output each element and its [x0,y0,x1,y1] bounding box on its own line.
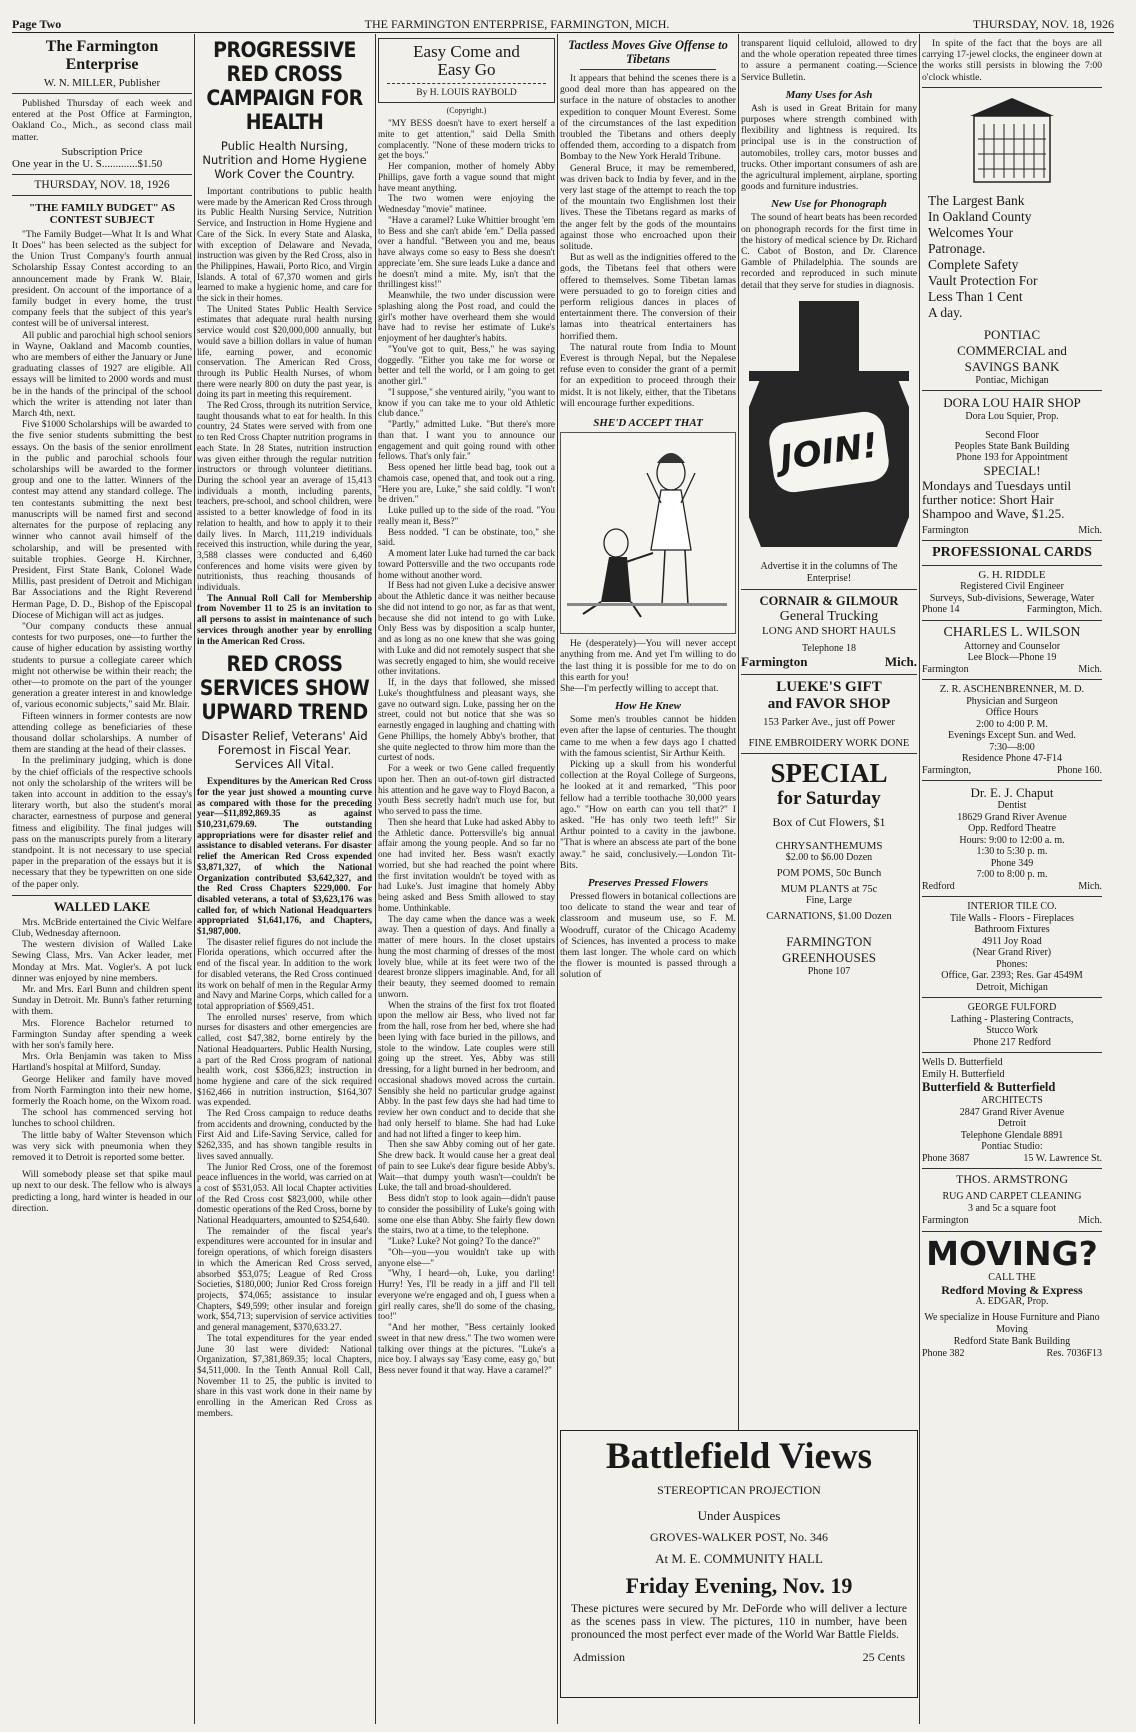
butterfield-card [922,1057,1102,1164]
riddle-services: Surveys, Sub-divisions, Sewerage, Water [929,592,1095,604]
moving-residence: Res. 7036F13 [1046,1348,1102,1360]
armstrong-card [922,1173,1102,1227]
tile-line: Detroit, Michigan [976,981,1048,993]
chaput-state: Mich. [1078,880,1102,892]
ash-article: Ash is used in Great Britain for many purposes where strength combined with flexibility and lightness is required. Its principal use is in the construction of automobiles, trolley cars, motor busses and trucks. Other important consumers of ash are the agricultural implement, airplane, sporting goods and furniture industries. [741,102,917,193]
chaput-name: Dr. E. J. Chaput [970,785,1054,801]
story-header [378,38,555,103]
paper-name: The Farmington Enterprise [45,38,159,73]
lueke-embroidery: FINE EMBROIDERY WORK DONE [748,737,910,749]
walled-lake-headline: WALLED LAKE [53,898,151,914]
aschenbrenner-evenings: Evenings Except Sun. and Wed. [948,730,1076,742]
lueke-name: LUEKE'S GIFT [776,678,882,695]
story-title-line1: Easy Come and [413,42,520,61]
moving-building: Redford State Bank Building [953,1336,1071,1348]
red-cross-article: Important contributions to public health were made by the American Red Cross through its Public Health Nursing Service, Nutrition Service, and Instruction in Home Hygiene and Care of the Sick. In every State and Alaska, with exception of Delaware and Nevada, instruction was given by the Red Cross, also in the Philippines, Hawaii, Porto Rico, and Virgin Islands. A total of 67,370 women and girls learned to make a hygienic home, and care for the sick in their homes. The United States Public Health Service estimates that adequate rural health nursing service would cost $20,000,000 annually, but would save a billion dollars in value of human life, earning power, and economic conservation. The American Red Cross, through its Public Health Nurses, of whom there were nearly 800 on duty the past year, is doing its part in meeting this requirement. The Red Cross, through its nutrition Service, taught thousands what to eat for health. In this country, 24 States were served with from one to ten Red Cross Chapter nutrition programs in each State. In 28 States, nutrition instruction was given either through the regular nutrition instructors or through volunteer dietitians. During the school year an average of 15,413 individuals a month, including parents, teachers, pre-school, and school children, were assisted to a better knowledge of food in its relation to health, and how to apply it to their daily lives. In March, 111,219 individuals received this instruction, while during the year, 3,588 classes were conducted and 6,460 conferences and home visits were given by nutritionists, thus reaching thousands of individuals. The Annual Roll Call for Membership from November 11 to 25 is an invitation to all persons to assist in maintenance of such services through another year by enrolling in the American Red Cross. [197,186,372,646]
column-6 [922,38,1102,1728]
riddle-title: Registered Civil Engineer [960,581,1064,593]
cornair-line2: LONG AND SHORT HAULS [762,624,896,637]
aschenbrenner-phone: Phone 160. [1057,764,1102,776]
cornair-town: Farmington [741,653,808,669]
red-cross-services-article: Expenditures by the American Red Cross for the year just showed a mounting curve as compared with those for the preceding year—$11,892,869.35 as against $10,231,679.69. The outstanding appropriations were for disaster relief and assistance to disabled veterans. For disaster relief the American Red Cross expended $3,871,327, of which the National Organization contributed $3,642,327, and the Red Cross Chapters $229,000. For disabled veterans, a total of $3,623,176 was called for, of which National Headquarters appropriated $1,641,176, and Chapters, $1,987,000. The disaster relief figures do not include the Florida operations, which occurred after the end of the fiscal year. In addition to the work for disabled veterans, the Red Cross continued its work on behalf of men in the Regular Army and Navy and Marine Corps, which called for a total appropriation of $569,451. The enrolled nurses' reserve, from which nurses for disasters and other emergencies are called, cost $47,382, borne entirely by the National Headquarters. Public Health Nursing, a part of the Red Cross program of national health work, cost $366,823; instruction in home hygiene and care of the sick required $162,466 in nutrition instruction, $164,307 was expended. The Red Cross campaign to reduce deaths from accidents and drowning, conducted by the First Aid and Life-Saving Service, called for $262,335, and has shown tangible results in lives saved annually. The Junior Red Cross, one of the foremost peace influences in the world, was carried on at a cost of $531,053. All local Chapter activities of the Red Cross cost $823,000, while other domestic operations of the Red Cross, borne by National Headquarters, amounted to $254,640. The remainder of the fiscal year's expenditures were accounted for in insular and foreign operations, of which foreign disasters in which the American Red Cross served, absorbed $53,075; League of Red Cross Societies, $180,000; Junior Red Cross foreign projects, $74,065; assistance to insular Chapters, $49,599; other insular and foreign work, $54,713; supervision of service activities and general management, $370,633.27. The total expenditures for the year ended June 30 last were divided: National Organization, $7,381,869.35; local Chapters, $4,511,000. In the Tenth Annual Roll Call, November 11 to 25, the public is invited to share in this vast work done in their name by enrolling in the American Red Cross as members. [197,776,372,1418]
story-text: "MY BESS doesn't have to exert herself a mite to get attention," said Della Smith complacently. "None of these modern tricks to get the boys." Her companion, mother of homely Abby Phillips, gave forth a vague sound that might have meant anything. The two women were enjoying the Wednesday "movie" matinee. "Have a caramel? Luke Whittier brought 'em to Bess and she can't abide 'em." Della passed over a handful. "Between you and me, beaus have always come so easy to Bess she doesn't appreciate 'em. She sure leads Luke a dance and he doesn't mind a mite. My, isn't that the thrillingest kiss!" Meanwhile, the two under discussion were splashing along the Post road, and could the girl's mother have overheard them she would have had to revise her estimate of Luke's enjoyment of her daughter's habits. "You've got to quit, Bess," he was saying doggedly. "Either you take me for worse or better and tell the world, or I am going to get another girl." "I suppose," she ventured airily, "you want to know if you can take me to your old Athletic club dance." "Partly," admitted Luke. "But there's more than that. I want you to announce our engagement and quit going round with other fellows. That's only fair." Bess opened her little bead bag, took out a chamois case, opened that, and took out a ring. "Here you are, Luke," she said coldly. "I won't be driven." Luke pulled up to the side of the road. "You really mean it, Bess?" Bess nodded. "I can be obstinate, too," she said. A moment later Luke had turned the car back toward Pottersville and the two occupants rode home without another word. If Bess had not given Luke a decisive answer about the Athletic dance it was neither because she did not intend to go nor, as far as that went, because she did not intend to go with Luke. Only Bess was by disposition a scalp hunter, and as long as no one knew that she was going with Luke and did not remotely suspect that she was secretly engaged to him, she would receive other invitations. If, in the days that followed, she missed Luke's thoughtfulness and pleasant ways, she gave no outward sign. Luke, passing her on the street, could not but notice that she was so earnestly engaged in laughing and chatting with Gene Phillips, the homely Abby's brother, that she quite neglected to throw him more than the curtest of nods. For a week or two Gene called frequently upon her. Then an out-of-town girl distracted his attention and he gave way to Floyd Bacon, a youth Bess secretly hadn't much use for, but who served to pass the time. Then she heard that Luke had asked Abby to the Athletic dance. Pottersville's big annual affair among the young people. And so far no one had invited her. Bess wasn't exactly worried, but she had reached the point where the first invitation wouldn't be toyed with as had Luke's. Just imagine that homely Abby being asked and Bess Smith allowed to stay home. Unthinkable. The day came when the dance was a week away. Then a question of days. And finally a matter of mere hours. In the closet upstairs hung the most charming of dresses of the most lovely blue, while at its feet were two of the dearest bronze slippers imaginable. And, for all their beauty, they seemed doomed to remain unworn. When the strains of the first fox trot floated upon the mellow air Bess, who lived not far from the hall, rose from her bed, where she had been lying with face buried in the pillows, and stole to the window. Late couples were still going up the street. Yes, Abby was still dressing, for a light burned in her bedroom, and occasional shadows moved across the curtain. Sensibly she held no particular grudge against Abby. In the past few days she had had time to review her own conduct and to decide that she had only herself to blame. She had had Luke and had not lifted a finger to keep him. Then she saw Abby coming out of her gate. She drew back. It would cause her a great deal of pain to see Luke's dear figure beside Abby's. Wait—that dumpy youth wasn't—couldn't be Luke, the tall and broad-shouldered. Bess didn't stop to look again—didn't pause to consider the possibility of Luke's going with some one else than Abby. She fairly flew down the stairs, two at a time, to the telephone. "Luke? Luke? Not going? To the dance?" "Oh—you—you wouldn't take up with anyone else—" "Why, I heard—oh, Luke, you darling! Hurry! Yes, I'll be ready in a jiff and I'll tell everyone we're engaged and oh, I guess when a girl really cares, she'll do some of the chasing, too!" "And her mother, "Bess certainly looked sweet in that new dress." The two women were talking over things at the pictures. "Luke's a nice boy. I always say 'Easy come, easy go,' but Bess never found it that way. Have a caramel?" [378,118,555,1375]
column-5 [741,38,917,1418]
tile-line: Office, Gar. 2393; Res. Gar 4549M [941,970,1083,982]
chaput-card [922,785,1102,892]
bank-line: In Oakland County [928,208,1032,224]
column-rule [375,34,376,1724]
chrysanthemums: CHRYSANTHEMUMS [775,839,883,852]
copyright: (Copyright.) [446,106,487,115]
cartoon-drawing [561,433,735,631]
greenhouse-phone: Phone 107 [807,965,851,977]
greenhouse-ad [741,758,917,977]
publisher: W. N. MILLER, Publisher [43,77,161,89]
red-cross-subhead: Public Health Nursing, Nutrition and Home Hygiene Work Cover the Country. [202,139,367,181]
tile-line: 4911 Joy Road [982,935,1042,947]
fulford-line: Phone 217 Redford [973,1036,1051,1048]
aschenbrenner-title: Physician and Surgeon [966,695,1058,707]
moving-headline: MOVING? [926,1234,1098,1274]
red-cross-join-ad [741,297,917,557]
chaput-phone: Phone 349 [990,857,1034,869]
masthead [12,16,1114,33]
butterfield-line: ARCHITECTS [981,1095,1043,1107]
subscription-price: One year in the U. S.............$1.50 [12,157,163,170]
ash-headline: Many Uses for Ash [785,88,873,101]
riddle-name: G. H. RIDDLE [978,568,1046,581]
bank-line: Welcomes Your [928,224,1014,240]
cut-flowers: Box of Cut Flowers, $1 [772,814,886,829]
butterfield-phone: Phone 3687 [922,1152,970,1164]
battlefield-hall: At M. E. COMMUNITY HALL [655,1551,823,1566]
paper-title-line: THE FARMINGTON ENTERPRISE, FARMINGTON, MICH. [364,17,670,31]
dora-phone: Phone 193 for Appointment [956,451,1068,463]
battlefield-price: 25 Cents [862,1650,905,1664]
bank-line: Less Than 1 Cent [928,288,1023,304]
pressed-flowers-headline: Preserves Pressed Flowers [587,876,709,889]
bank-name: PONTIAC [983,326,1041,342]
dora-proprietor: Dora Lou Squier, Prop. [965,410,1059,422]
tile-line: Phones: [996,958,1028,970]
riddle-phone: Phone 14 [922,604,960,616]
fulford-card [922,1002,1102,1048]
join-text: JOIN! [777,425,881,479]
edition-date: THURSDAY, NOV. 18, 1926 [34,178,170,191]
bank-location: Pontiac, Michigan [975,374,1049,386]
aschenbrenner-name: Z. R. ASCHENBRENNER, M. D. [939,684,1085,696]
column-rule [557,34,558,1724]
wilson-name: CHARLES L. WILSON [943,624,1081,640]
bank-line: Complete Safety [928,256,1019,272]
wilson-title: Attorney and Counselor [963,640,1061,652]
pressed-flowers-article: Pressed flowers in botanical collections are too delicate to stand the wear and tear of classroom and museum use, so F. M. Woodruff, curator of the Chicago Academy of Sciences, has invented a process to make them last longer. The whole card on which the flower is mounted is passed through a solution of [560,890,736,981]
red-cross-services-headline: RED CROSS SERVICES SHOW UPWARD TREND [199,652,370,725]
bank-line: The Largest Bank [928,192,1025,208]
moving-ad [922,1236,1102,1360]
column-rule [194,34,195,1724]
butterfield-studio-address: 15 W. Lawrence St. [1023,1152,1102,1164]
cartoon-caption: He (desperately)—You will never accept anything from me. And yet I'm willing to do the last thing it is possible for me to do on this earth for you! She—I'm perfectly willing to accept that. [560,638,736,694]
battlefield-date: Friday Evening, Nov. 19 [625,1573,853,1598]
butterfield-line: Telephone Glendale 8891 [960,1129,1064,1141]
butterfield-line: Detroit [997,1118,1027,1130]
battlefield-admission: Admission [573,1650,626,1664]
wilson-card [922,625,1102,676]
aschenbrenner-hours: 2:00 to 4:00 P. M. [976,718,1048,730]
tibetans-headline: Tactless Moves Give Offense to Tibetans [568,38,728,66]
special-headline: SPECIAL [770,757,888,788]
tibetans-article: It appears that behind the scenes there is a good deal more than has appeared on the surface in the nature of obstacles to another expedition to conquer Mount Everest. Some of the circumstances of the last expedition troubled the Tibetans and others deeply offended them, according to a dispatch from Bombay to the New York Herald Tribune. General Bruce, it may be remembered, was driven back to India by fever, and in the very last stage of the attempt to reach the top of the mountain two Englishmen lost their lives. These the Tibetans regard as marks of the anger felt by the gods of the mountains against those who encroached upon their solitude. But as well as the indignities offered to the gods, the Tibetans feel that others were offered to themselves. Some Tibetan lamas were persuaded to go to foreign cities and perform religious dances in places of entertainment there. The conversion of their lamas into theatrical entertainers has horrified them. The natural route from India to Mount Everest is through Nepal, but the Nepalese refuse even to consider the grant of a permit for an expedition to proceed through their midst. It is not likely, either, that the Tibetans will encourage further expeditions. [560,73,736,409]
dora-headline: DORA LOU HAIR SHOP [943,394,1081,410]
armstrong-service: RUG AND CARPET CLEANING [942,1191,1082,1203]
fulford-line: Lathing - Plastering Contracts, [950,1013,1074,1025]
chaput-landmark: Opp. Redford Theatre [968,823,1056,835]
battlefield-views-ad [560,1430,918,1698]
story-byline: By H. LOUIS RAYBOLD [416,88,517,98]
lueke-address: 153 Parker Ave., just off Power [763,716,895,728]
butterfield-partner: Wells D. Butterfield [922,1057,1003,1069]
lueke-ad [741,679,917,749]
butterfield-line: 2847 Grand River Avenue [959,1106,1065,1118]
dora-special: SPECIAL! [983,462,1041,478]
tile-line: Tile Walls - Floors - Fireplaces [950,912,1074,924]
page-number: Page Two [12,17,62,31]
column-3 [378,38,555,1728]
dora-lou-ad [922,395,1102,536]
pontiac-bank-ad [922,92,1102,386]
cartoon-illustration [560,432,736,634]
wilson-state: Mich. [1078,663,1102,675]
advertise-note: Advertise it in the columns of The Enterprise! [760,560,898,584]
how-he-knew-article: Some men's troubles cannot be hidden even after the lapse of centuries. The thought came to me when a few days ago I chatted with the famous scientist, Sir Arthur Keith. Picking up a skull from his wonderful collection at the Royal College of Surgeons, he looked at it and remarked, "This poor fellow had a terrible toothache 30,000 years ago." "How on earth can you tell that?" I asked. "He has only two teeth left!" Sir Arthur pointed to a cavity in the jawbone. "That is where an abscess ate part of the bone away." he said, conclusively.—London Tit-Bits. [560,714,736,871]
chaput-hours2: 1:30 to 5:30 p. m. [976,846,1048,858]
budget-article: "The Family Budget—What It Is and What It Does" has been selected as the subject for the Union Trust Company's fourth annual Scholarship Essay Contest according to an announcement made by Frank W. Blair, president. On account of the importance of a family budget in every home, the trust company feels that the subject of this year's contest will be of universal interest. All public and parochial high school seniors in Wayne, Oakland and Macomb counties, who are members of either the January or June graduating classes of 1927 are eligible. All essays will be limited to 2000 words and must be in the hands of the principal of the school which the writer is attending not later than March 4th, next. Five $1000 Scholarships will be awarded to the five senior students submitting the best essays. On the basis of the senior enrollment in the public and parochial schools four scholarships will be awarded to the former group and one to the latter. Winners of the contest may attend any standard college. The ten contestants submitting the next best manuscripts will be named first and second alternates for the purpose of replacing any winner who cannot avail himself of the scholarship, and will be presented with suitable trophies. George H. Kirchner, President, First State Bank, Colonel Wade Millis, past president of Detroit and Michigan Bar Associations and the Right Reverend Herman Page, D. D., Bishop of the Episcopal Diocese of Michigan will act as judges. "Our company conducts these annual contests for two purposes, one—to further the cause of higher education by assisting worthy students to pursue a collegiate career which might not otherwise be within their reach; the other—to promote on the part of the younger generation a greater interest in and knowledge of, various economic subjects," said Mr. Blair. Fifteen winners in former contests are now attending college as beneficiaries of these thousand dollar scholarships. A number of them are standing at the head of their classes. In the preliminary judging, which is done by the chief officials of the respective schools not only the scholarship of the writers will be taken into account in addition to the essay's literary worth, but also the student's moral character, earnestness of purpose and general fitness and eligibility. The final judges will pass on the manuscripts purely from a literary standpoint. It is not necessary to use special paper in the preparation of the essays but it is necessary that they be typewritten on one side of the paper only. [12,228,192,890]
dora-town: Farmington [922,524,969,536]
battlefield-post: GROVES-WALKER POST, No. 346 [649,1530,829,1544]
column-rule [919,34,920,1724]
aschenbrenner-card [922,684,1102,776]
riddle-town: Farmington, Mich. [1026,604,1102,616]
moving-call: CALL THE [988,1272,1036,1284]
story-title-line2: Easy Go [437,60,496,79]
aschenbrenner-evening-hours: 7:30—8:00 [989,741,1035,753]
bank-name-line3: SAVINGS BANK [964,358,1060,374]
butterfield-name: Butterfield & Butterfield [922,1080,1056,1095]
battlefield-subtitle: STEREOPTICAN PROJECTION [657,1483,821,1497]
pom-poms: POM POMS, 50c Bunch [776,867,882,879]
tile-name: INTERIOR TILE CO. [967,901,1057,913]
moving-phone: Phone 382 [922,1348,965,1360]
dora-state: Mich. [1078,524,1102,536]
cornair-line1: General Trucking [779,608,879,624]
mum-plants: MUM PLANTS at 75c [780,883,878,895]
chaput-address: 18629 Grand River Avenue [957,811,1067,823]
riddle-card [922,570,1102,616]
column-4 [560,38,736,1418]
dora-floor: Second Floor [985,429,1039,441]
professional-cards-headline: PROFESSIONAL CARDS [932,544,1092,560]
bank-name-line2: COMMERCIAL and [957,342,1067,358]
greenhouse-name1: FARMINGTON [786,933,872,949]
fulford-line: Stucco Work [986,1025,1038,1037]
column-2 [197,38,372,1728]
interior-tile-card [922,901,1102,993]
cornair-state: Mich. [884,653,917,669]
phonograph-article: The sound of heart beats has been recorded on phonograph records for the first time in the history of medical science by Dr. Richard C. Cabot of Boston, and Dr. Clarence Gamble of Philadelphia. The sounds are recorded and reproduced in such minute detail that they serve for studies in diagnosis. [741,212,917,291]
greenhouse-name2: GREENHOUSES [782,949,876,965]
lueke-name2: and FAVOR SHOP [767,695,891,712]
battlefield-description: These pictures were secured by Mr. DeForde who will deliver a lecture as the scenes pass in view. The pictures, 110 in number, have been pronounced the most perfect ever made of the World War Battle Fields. [571,1603,907,1641]
armstrong-price: 3 and 5c a square foot [967,1203,1057,1215]
battlefield-title: Battlefield Views [605,1436,873,1477]
bank-line: Vault Protection For [928,272,1038,288]
aschenbrenner-residence: Residence Phone 47-F14 [962,753,1062,765]
issue-date: THURSDAY, NOV. 18, 1926 [972,17,1114,31]
celluloid-continued: transparent liquid celluloid, allowed to dry and the whole operation repeated three times to assure a permanent coating.—Science Service Bulletin. [741,38,917,83]
walled-lake-news: Mrs. McBride entertained the Civic Welfare Club, Wednesday afternoon. The western division of Walled Lake Sewing Class, Mrs. Van Acker leader, met Monday at Mrs. Mat. Vogler's. A pot luck dinner was enjoyed by nine members. Mr. and Mrs. Earl Bunn and children spent Sunday in Detroit. Mr. Bunn's father returning with them. Mrs. Florence Bachelor returned to Farmington Sunday after spending a week with her son's family here. Mrs. Orla Benjamin was taken to Miss Hartland's hospital at Milford, Sunday. George Heliker and family have moved from North Farmington into their new home, formerly the Roach home, on the Wixom road. The school has commenced serving hot lunches to school children. The little baby of Walter Stevenson which was very sick with pneumonia when they removed it to Detroit is reported some better. Will somebody please set that spike maul up next to our desk. The fellow who is always predicting a long, hard winter is headed in our direction. [12,916,192,1214]
column-1 [12,38,192,1728]
whistle-item: In spite of the fact that the boys are all carrying 17-jewel clocks, the engineer down at the works still persists in blowing the 7:00 o'clock whistle. [922,38,1102,83]
chrysanthemum-price: $2.00 to $6.00 Dozen [785,851,873,863]
bank-line: Patronage. [928,240,986,256]
cornair-ad [741,594,917,670]
chaput-hours3: 7:00 to 8:00 p. m. [976,869,1048,881]
wilson-town: Farmington [922,663,969,675]
red-cross-services-subhead: Disaster Relief, Veterans' Aid Foremost in Fiscal Year. Services All Vital. [201,729,368,772]
dora-offer: Mondays and Tuesdays until further notice: Short Hair Shampoo and Wave, $1.25. [922,477,1072,521]
cartoon-title: SHE'D ACCEPT THAT [593,417,703,430]
phonograph-headline: New Use for Phonograph [771,198,887,211]
battlefield-auspices: Under Auspices [697,1508,781,1523]
cornair-name: CORNAIR & GILMOUR [759,593,899,608]
tile-line: (Near Grand River) [972,947,1052,959]
butterfield-partner: Emily H. Butterfield [922,1068,1005,1080]
budget-headline: "THE FAMILY BUDGET" AS CONTEST SUBJECT [29,201,175,226]
red-cross-headline: PROGRESSIVE RED CROSS CAMPAIGN FOR HEALTH [206,38,363,134]
moving-proprietor: A. EDGAR, Prop. [975,1296,1049,1308]
special-subhead: for Saturday [777,787,881,809]
chaput-title: Dentist [997,800,1027,812]
carnations: CARNATIONS, $1.00 Dozen [766,910,892,922]
publication-notice: Published Thursday of each week and entered at the Post Office at Farmington, Oakland Co., Mich., as second class mail matter. [12,98,192,143]
butterfield-line: Pontiac Studio: [981,1141,1043,1153]
dora-building: Peoples State Bank Building [954,440,1070,452]
tile-line: Bathroom Fixtures [974,924,1050,936]
wilson-office: Lee Block—Phone 19 [967,652,1057,664]
moving-company: Redford Moving & Express [941,1283,1083,1298]
mum-plants-note: Fine, Large [806,894,852,906]
how-he-knew-headline: How He Knew [614,700,681,713]
fulford-name: GEORGE FULFORD [967,1002,1057,1014]
bank-line: A day. [928,304,963,320]
cornair-phone: Telephone 18 [801,642,856,654]
armstrong-state: Mich. [1078,1215,1102,1227]
armstrong-name: THOS. ARMSTRONG [955,1172,1069,1187]
aschenbrenner-hours-label: Office Hours [985,707,1039,719]
bank-building-icon [964,94,1060,186]
moving-specialty: We specialize in House Furniture and Piano Moving [924,1312,1100,1336]
armstrong-town: Farmington [922,1215,969,1227]
column-rule [738,34,739,1434]
aschenbrenner-town: Farmington, [922,764,972,776]
chaput-hours: Hours: 9:00 to 12:00 a. m. [959,834,1065,846]
subscription-label: Subscription Price [61,145,143,158]
chaput-town: Redford [922,880,955,892]
